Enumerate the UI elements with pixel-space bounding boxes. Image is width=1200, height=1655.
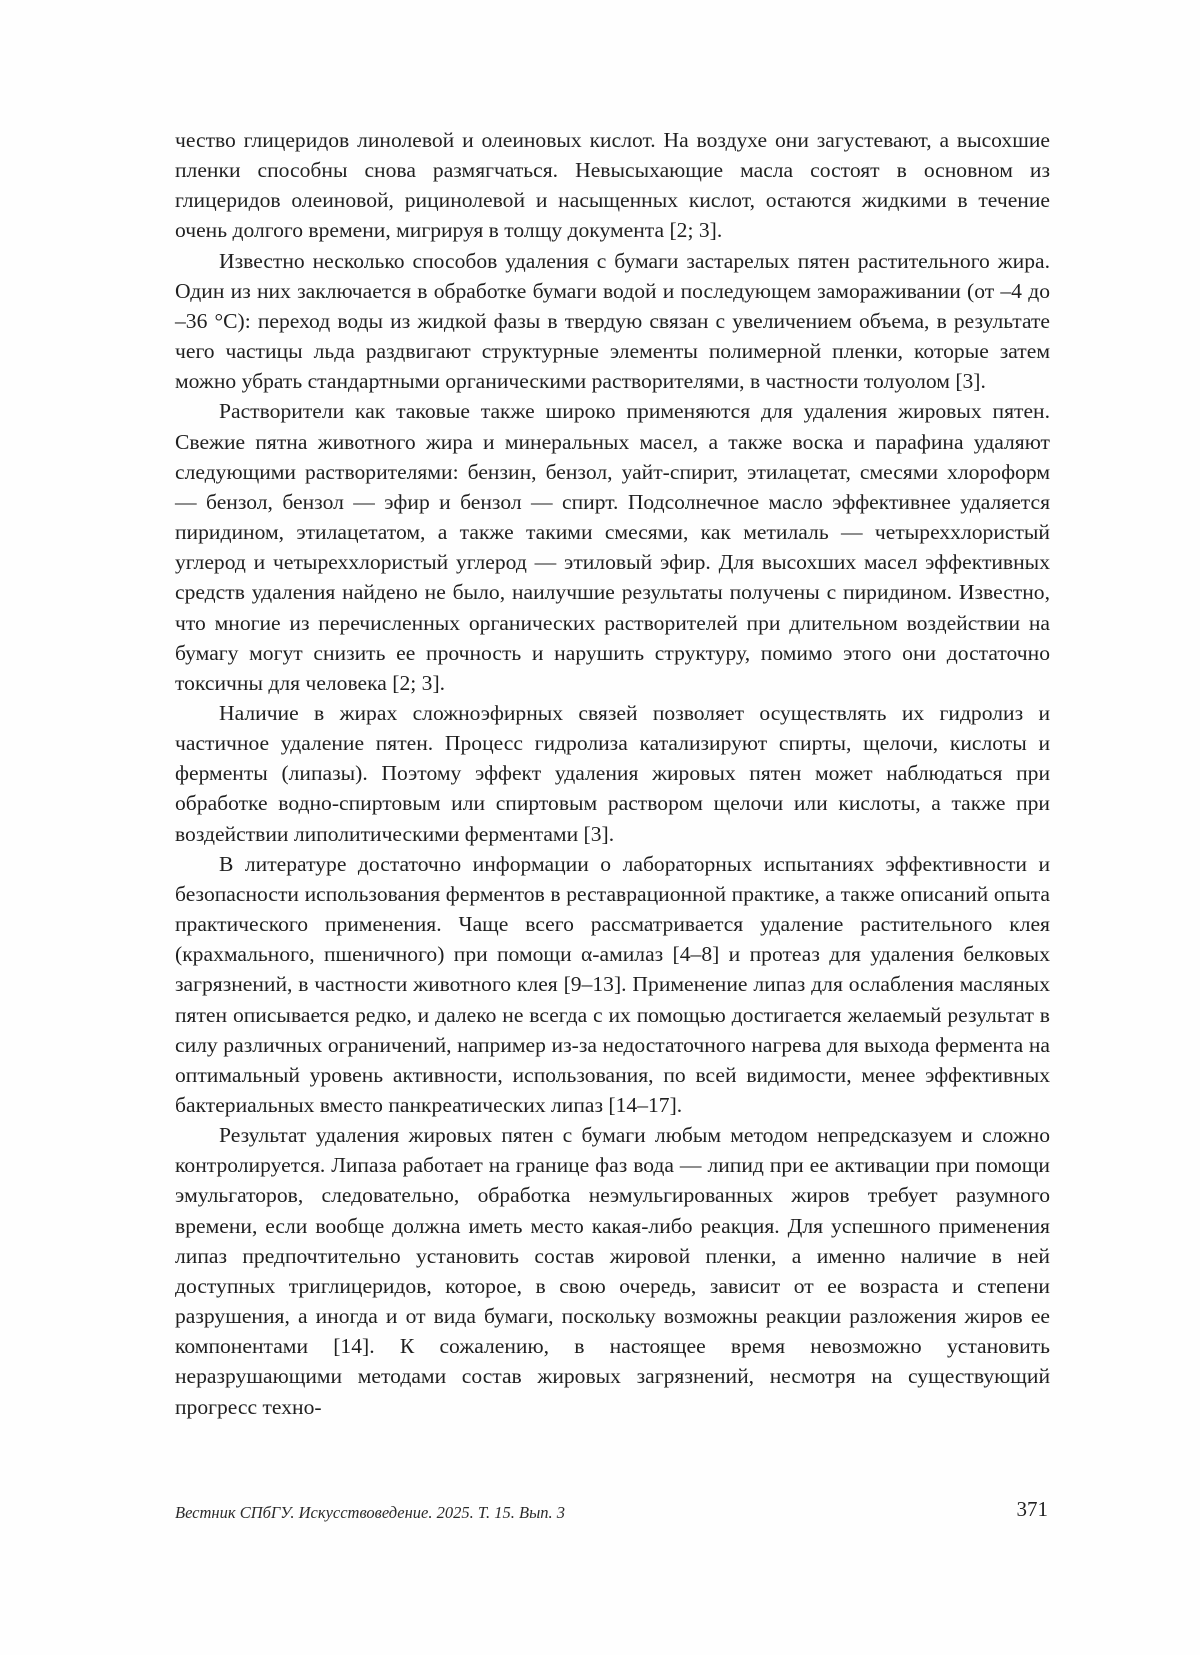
page-number: 371: [1016, 1497, 1048, 1521]
paragraph-hydrolysis: Наличие в жирах сложноэфирных связей позволяет осуществлять их гидролиз и частичное удаление пятен. Процесс гидролиза катализируют спирты, щелочи, кислоты и ферменты (липазы). Поэтому эффект удаления жировых пятен может наблюдаться при обработке водно-спиртовым или спиртовым раствором щелочи или кислоты, а также при воздействии липолитическими ферментами [3].: [175, 700, 1050, 846]
body-text: [175, 125, 1050, 1422]
running-footer-journal: Вестник СПбГУ. Искусствоведение. 2025. Т. 15. Вып. 3: [175, 1503, 566, 1522]
paragraph-continuation: чество глицеридов линолевой и олеиновых кислот. На воздухе они загустевают, а высохшие пленки способны снова размягчаться. Невысыхающие масла состоят в основном из глицеридов олеиновой, рицинолевой и насыщенных кислот, остаются жидкими в течение очень долгого времени, мигрируя в толщу документа [2; 3].: [175, 128, 1050, 243]
paragraph-solvents: Растворители как таковые также широко применяются для удаления жировых пятен. Свежие пятна животного жира и минеральных масел, а также воска и парафина удаляют следующими растворителями: бензин, бензол, уайт-спирит, этилацетат, смесями хлороформ — бензол, бензол — эфир и бензол — спирт. Подсолнечное масло эффективнее удаляется пиридином, этилацетатом, а также такими смесями, как метилаль — четыреххлористый углерод и четыреххлористый углерод — этиловый эфир. Для высохших масел эффективных средств удаления найдено не было, наилучшие результаты получены с пиридином. Известно, что многие из перечисленных органических растворителей при длительном воздействии на бумагу могут снизить ее прочность и нарушить структуру, помимо этого они достаточно токсичны для человека [2; 3].: [175, 399, 1050, 695]
paragraph-freezing-method: Известно несколько способов удаления с бумаги застарелых пятен растительного жира. Один из них заключается в обработке бумаги водой и последующем замораживании (от –4 до –36 °C): переход воды из жидкой фазы в твердую связан с увеличением объема, в результате чего частицы льда раздвигают структурные элементы полимерной пленки, которые затем можно убрать стандартными органическими растворителями, в частности толуолом [3].: [175, 248, 1050, 394]
paragraph-lipase-results: Результат удаления жировых пятен с бумаги любым методом непредсказуем и сложно контролируется. Липаза работает на границе фаз вода — липид при ее активации при помощи эмульгаторов, следовательно, обработка неэмульгированных жиров требует разумного времени, если вообще должна иметь место какая-либо реакция. Для успешного применения липаз предпочтительно установить состав жировой пленки, а именно наличие в ней доступных триглицеридов, которое, в свою очередь, зависит от ее возраста и степени разрушения, а иногда и от вида бумаги, поскольку возможны реакции разложения жиров ее компонентами [14]. К сожалению, в настоящее время невозможно установить неразрушающими методами состав жировых загрязнений, несмотря на существующий прогресс техно-: [175, 1123, 1050, 1419]
paragraph-enzymes-literature: В литературе достаточно информации о лабораторных испытаниях эффективности и безопасности использования ферментов в реставрационной практике, а также описаний опыта практического применения. Чаще всего рассматривается удаление растительного клея (крахмального, пшеничного) при помощи α-амилаз [4–8] и протеаз для удаления белковых загрязнений, в частности животного клея [9–13]. Применение липаз для ослабления масляных пятен описывается редко, и далеко не всегда с их помощью достигается желаемый результат в силу различных ограничений, например из-за недостаточного нагрева для выхода фермента на оптимальный уровень активности, использования, по всей видимости, менее эффективных бактериальных вместо панкреатических липаз [14–17].: [175, 851, 1050, 1117]
